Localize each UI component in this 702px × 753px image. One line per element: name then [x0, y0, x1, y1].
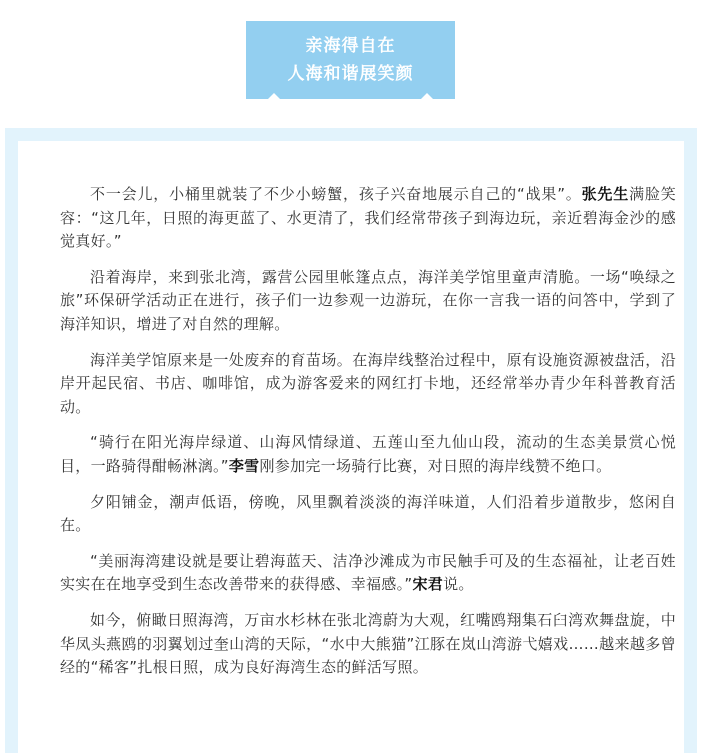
paragraph-6: [60, 550, 676, 597]
speaker-name-li: 李雪: [228, 456, 260, 475]
paragraph-6-text-a: “美丽海湾建设就是要让碧海蓝天、洁净沙滩成为市民触手可及的生态福祉，让老百姓实实在在地享受到生态改善带来的获得感、幸福感。”: [60, 551, 676, 594]
paragraph-5-text: 夕阳铺金，潮声低语，傍晚，风里飘着淡淡的海洋味道，人们沿着步道散步，悠闲自在。: [60, 492, 676, 535]
speaker-name-song: 宋君: [412, 575, 444, 594]
article-frame-inner: [18, 141, 684, 753]
section-header-box: [246, 21, 455, 99]
paragraph-1-text-b: 满脸笑容：“这几年，日照的海更蓝了、水更清了，我们经常带孩子到海边玩，亲近碧海金沙的感觉真好。”: [60, 185, 676, 251]
paragraph-7: [60, 609, 676, 680]
paragraph-4-text-a: “骑行在阳光海岸绿道、山海风情绿道、五莲山至九仙山段，流动的生态美景赏心悦目，一路骑得酣畅淋漓。”: [60, 433, 676, 475]
paragraph-1: [60, 183, 676, 254]
paragraph-2: [60, 266, 676, 337]
paragraph-3-text: 海洋美学馆原来是一处废弃的育苗场。在海岸线整治过程中，原有设施资源被盘活，沿岸开起民宿、书店、咖啡馆，成为游客爱来的网红打卡地，还经常举办青少年科普教育活动。: [60, 350, 676, 416]
paragraph-7-text: 如今，俯瞰日照海湾，万亩水杉林在张北湾蔚为大观，红嘴鸥翔集石臼湾欢舞盘旋，中华凤头燕鸥的羽翼划过奎山湾的天际，“水中大熊猫”江豚在岚山湾游弋嬉戏……越来越多曾经的“稀客”扎根日照，成为良好海湾生态的鲜活写照。: [60, 610, 676, 677]
section-title-line-2: 人海和谐展笑颜: [287, 64, 414, 84]
header-notch-right: [421, 93, 433, 99]
article-body: [60, 183, 676, 692]
section-header: [246, 21, 455, 99]
section-title-line-1: 亲海得自在: [305, 36, 396, 56]
header-notch-left: [268, 93, 280, 99]
paragraph-1-text-a: 不一会儿，小桶里就装了不少小螃蟹，孩子兴奋地展示自己的“战果”。: [90, 185, 582, 203]
paragraph-4-text-b: 刚参加完一场骑行比赛，对日照的海岸线赞不绝口。: [259, 456, 612, 475]
article-frame: [5, 128, 697, 753]
paragraph-3: [60, 349, 676, 420]
paragraph-2-text: 沿着海岸，来到张北湾，露营公园里帐篷点点，海洋美学馆里童声清脆。一场“唤绿之旅”环保研学活动正在进行，孩子们一边参观一边游玩，在你一言我一语的问答中，学到了海洋知识，增进了对自然的理解。: [60, 267, 676, 333]
speaker-name-zhang: 张先生: [581, 185, 630, 203]
paragraph-4: [60, 431, 676, 478]
paragraph-6-text-b: 说。: [443, 575, 474, 594]
paragraph-5: [60, 491, 676, 538]
